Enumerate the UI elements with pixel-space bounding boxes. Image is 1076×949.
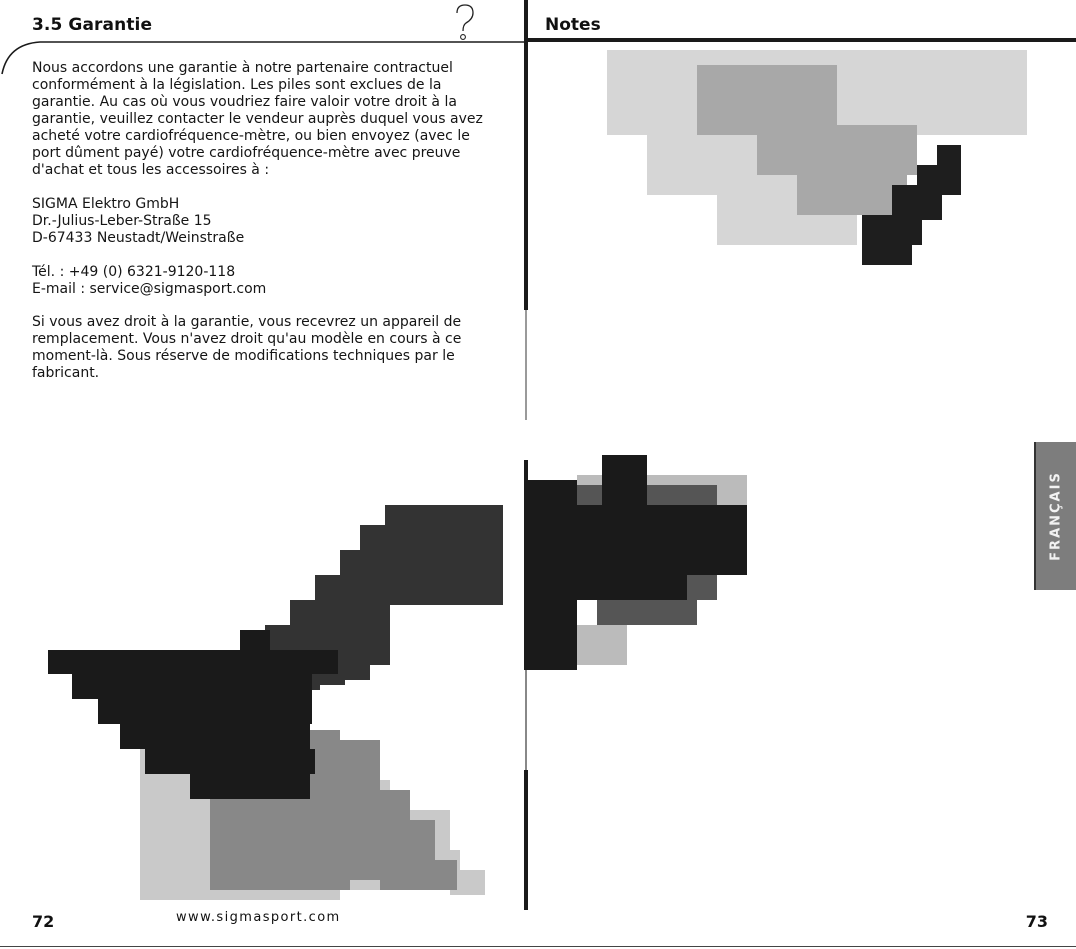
notes-title: Notes xyxy=(545,15,601,35)
address-street: Dr.-Julius-Leber-Straße 15 xyxy=(32,213,212,229)
text-line: port dûment payé) votre cardiofréquence-mètre avec preuve xyxy=(32,145,461,161)
email-line: E-mail : service@sigmasport.com xyxy=(32,281,267,297)
page-number-right: 73 xyxy=(1025,912,1048,931)
address-company: SIGMA Elektro GmbH xyxy=(32,196,180,212)
text-line: d'achat et tous les accessoires à : xyxy=(32,162,270,178)
page-number-left: 72 xyxy=(32,912,55,931)
warranty-intro-paragraph xyxy=(32,60,482,179)
title-rule xyxy=(527,38,1076,42)
phone-line: Tél. : +49 (0) 6321-9120-118 xyxy=(32,264,236,280)
right-page xyxy=(527,0,1076,949)
pixel-artwork-mid xyxy=(527,455,757,680)
text-line: acheté votre cardiofréquence-mètre, ou bien envoyez (avec le xyxy=(32,128,470,144)
text-line: Si vous avez droit à la garantie, vous recevrez un appareil de xyxy=(32,314,462,330)
footer-url: www.sigmasport.com xyxy=(176,910,341,925)
pixel-artwork-left xyxy=(0,480,525,910)
text-line: remplacement. Vous n'avez droit qu'au modèle en cours à ce xyxy=(32,331,462,347)
text-line: conformément à la législation. Les piles sont exclues de la xyxy=(32,77,442,93)
pixel-artwork-top xyxy=(587,45,1047,295)
contact-info xyxy=(32,264,482,298)
text-line: moment-là. Sous réserve de modifications techniques par le xyxy=(32,348,455,364)
company-address xyxy=(32,196,482,247)
address-city: D-67433 Neustadt/Weinstraße xyxy=(32,230,245,246)
section-title: 3.5 Garantie xyxy=(32,15,153,35)
bottom-rule xyxy=(0,946,1076,947)
replacement-paragraph xyxy=(32,314,482,382)
text-line: garantie, veuillez contacter le vendeur auprès duquel vous avez xyxy=(32,111,483,127)
language-tab xyxy=(1034,442,1076,590)
left-page xyxy=(0,0,525,949)
text-line: fabricant. xyxy=(32,365,100,381)
text-line: Nous accordons une garantie à notre partenaire contractuel xyxy=(32,60,453,76)
question-mark-icon xyxy=(450,2,480,42)
language-tab-label: FRANÇAIS xyxy=(1048,471,1064,561)
text-line: garantie. Au cas où vous voudriez faire valoir votre droit à la xyxy=(32,94,457,110)
